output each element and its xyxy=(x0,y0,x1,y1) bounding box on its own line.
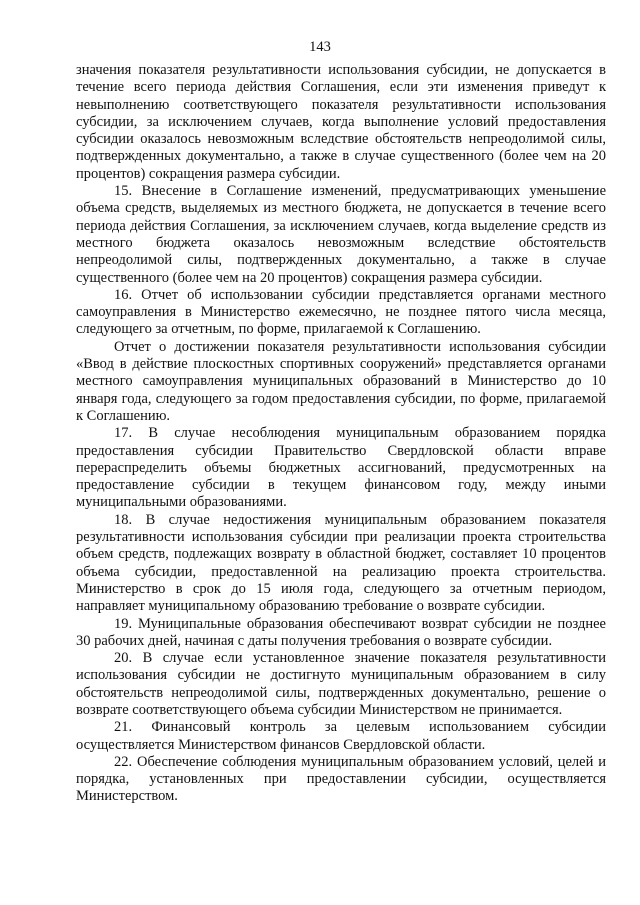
paragraph-item-21: 21. Финансовый контроль за целевым использованием субсидии осуществляется Министерством финансов Свердловской области. xyxy=(76,719,606,753)
paragraph-item-19: 19. Муниципальные образования обеспечивают возврат субсидии не позднее 30 рабочих дней, начиная с даты получения требования о возврате субсидии. xyxy=(76,615,606,649)
page-number: 143 xyxy=(309,39,331,55)
document-body xyxy=(76,62,606,806)
paragraph-item-22: 22. Обеспечение соблюдения муниципальным образованием условий, целей и порядка, установленных при предоставлении субсидии, осуществляется Министерством. xyxy=(76,753,606,805)
paragraph-item-18: 18. В случае недостижения муниципальным образованием показателя результативности использования субсидии при реализации проекта строительства объем средств, подлежащих возврату в областной бюджет, составляет 10 процентов объема субсидии, предоставленной на реализацию проекта строительства. Министерство в срок до 15 июля года, следующего за отчетным периодом, направляет муниципальному образованию требование о возврате субсидии. xyxy=(76,511,606,615)
paragraph-continuation: значения показателя результативности использования субсидии, не допускается в течение всего периода действия Соглашения, если эти изменения приведут к невыполнению соответствующего показателя результативности использования субсидии, за исключением случаев, когда выполнение условий предоставления субсидии оказалось невозможным вследствие обстоятельств непреодолимой силы, подтвержденных документально, а также в случае существенного (более чем на 20 процентов) сокращения размера субсидии. xyxy=(76,62,606,182)
paragraph-report-on-results: Отчет о достижении показателя результативности использования субсидии «Ввод в действие плоскостных спортивных сооружений» представляется органами местного самоуправления муниципальных образований в Министерство до 10 января года, следующего за годом предоставления субсидии, по форме, прилагаемой к Соглашению. xyxy=(76,338,606,424)
paragraph-item-20: 20. В случае если установленное значение показателя результативности использования субсидии не достигнуто муниципальным образованием в силу обстоятельств непреодолимой силы, подтвержденных документально, решение о возврате соответствующего объема субсидии Министерством не принимается. xyxy=(76,650,606,718)
paragraph-item-15: 15. Внесение в Соглашение изменений, предусматривающих уменьшение объема средств, выделяемых из местного бюджета, не допускается в течение всего периода действия Соглашения, за исключением случаев, когда выделение средств из местного бюджета оказалось невозможным вследствие обстоятельств непреодолимой силы, подтвержденных документально, а также в случае существенного (более чем на 20 процентов) сокращения размера субсидии. xyxy=(76,183,606,286)
paragraph-item-16: 16. Отчет об использовании субсидии представляется органами местного самоуправления в Министерство ежемесячно, не позднее пятого числа месяца, следующего за отчетным, по форме, прилагаемой к Соглашению. xyxy=(76,286,606,338)
paragraph-item-17: 17. В случае несоблюдения муниципальным образованием порядка предоставления субсидии Правительство Свердловской области вправе перераспределить объемы бюджетных ассигнований, предусмотренных на предоставление субсидии в текущем финансовом году, между иными муниципальными образованиями. xyxy=(76,425,606,511)
